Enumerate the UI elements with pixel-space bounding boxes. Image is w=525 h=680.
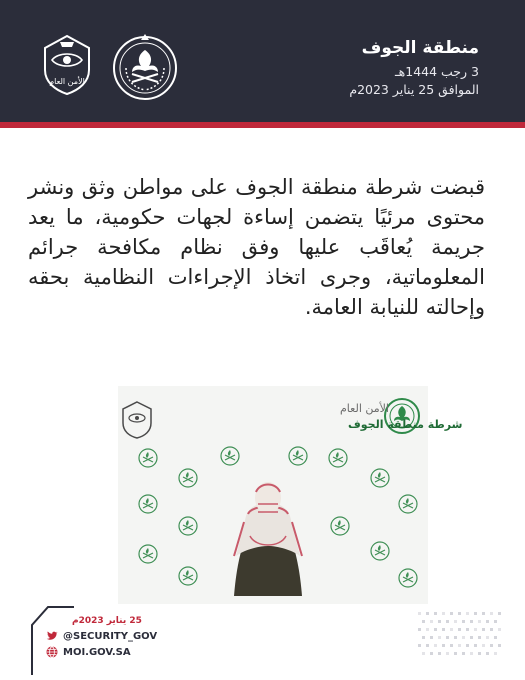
pattern-dot — [450, 612, 453, 615]
pattern-dot — [494, 652, 497, 655]
pattern-dot — [422, 636, 425, 639]
pattern-dot — [490, 644, 493, 647]
pattern-dot — [430, 620, 433, 623]
pattern-dot — [486, 636, 489, 639]
footer-twitter[interactable] — [46, 630, 157, 642]
pattern-dot — [498, 628, 501, 631]
pattern-dot — [430, 636, 433, 639]
ministry-emblem-icon — [112, 28, 178, 102]
pattern-dot — [438, 620, 441, 623]
pattern-dot — [454, 652, 457, 655]
pattern-dot — [482, 628, 485, 631]
pattern-dot — [462, 652, 465, 655]
pattern-dot — [490, 628, 493, 631]
pattern-dot — [430, 652, 433, 655]
pattern-dot — [438, 652, 441, 655]
article-text: قبضت شرطة منطقة الجوف على مواطن وثق ونشر محتوى مرئيًا يتضمن إساءة لجهات حكومية، ما يعد جريمة يُعاقَب عليها وفق نظام مكافحة جرائم المعلوماتية، وجرى اتخاذ الإجراءات النظامية بحقه وإحالته للنيابة العامة. — [28, 175, 485, 319]
pattern-dot — [478, 620, 481, 623]
pattern-dot — [498, 644, 501, 647]
pattern-dot — [442, 644, 445, 647]
pattern-dot — [486, 620, 489, 623]
pattern-dot — [482, 612, 485, 615]
pattern-dot — [426, 612, 429, 615]
photo-backdrop-subtitle: شرطة منطقة الجوف — [348, 418, 463, 431]
pattern-dot — [446, 620, 449, 623]
pattern-dot — [418, 612, 421, 615]
photo-scene — [118, 386, 463, 604]
pattern-dot — [458, 612, 461, 615]
pattern-dot — [474, 628, 477, 631]
pattern-dot — [438, 636, 441, 639]
pattern-dot — [466, 628, 469, 631]
pattern-dot — [458, 628, 461, 631]
security-logo-text: الأمن العام — [49, 77, 85, 86]
twitter-handle[interactable]: @SECURITY_GOV — [63, 630, 158, 642]
pattern-dot — [458, 644, 461, 647]
pattern-dot — [478, 652, 481, 655]
pattern-dot — [478, 636, 481, 639]
pattern-dot — [462, 636, 465, 639]
pattern-dot — [418, 628, 421, 631]
pattern-dot — [454, 636, 457, 639]
gregorian-date: الموافق 25 يناير 2023م — [349, 82, 479, 97]
hijri-date: 3 رجب 1444هـ — [394, 64, 479, 79]
pattern-dot — [490, 612, 493, 615]
header-bar — [0, 0, 525, 122]
pattern-dot — [494, 636, 497, 639]
globe-icon — [46, 646, 58, 658]
footer-date: 25 يناير 2023م — [72, 616, 142, 626]
pattern-dot — [498, 612, 501, 615]
pattern-dot — [434, 628, 437, 631]
pattern-dot — [494, 620, 497, 623]
website-url[interactable]: MOI.GOV.SA — [63, 646, 131, 658]
pattern-dot — [434, 644, 437, 647]
footer-website[interactable] — [46, 646, 131, 658]
pattern-dot — [418, 644, 421, 647]
pattern-dot — [470, 620, 473, 623]
accent-stripe — [0, 122, 525, 128]
twitter-icon — [46, 630, 58, 642]
pattern-dot — [486, 652, 489, 655]
pattern-dot — [426, 644, 429, 647]
pattern-dot — [454, 620, 457, 623]
pattern-dot — [446, 652, 449, 655]
pattern-dot — [482, 644, 485, 647]
pattern-dot — [474, 612, 477, 615]
pattern-dot — [426, 628, 429, 631]
photo-backdrop-title: الأمن العام — [340, 402, 389, 415]
pattern-dot — [442, 612, 445, 615]
pattern-dot — [434, 612, 437, 615]
pattern-dot — [442, 628, 445, 631]
pattern-dot — [450, 644, 453, 647]
pattern-dot — [470, 636, 473, 639]
pattern-dot — [446, 636, 449, 639]
public-security-emblem-icon — [38, 32, 96, 96]
pattern-dot — [474, 644, 477, 647]
pattern-dot — [450, 628, 453, 631]
region-title: منطقة الجوف — [361, 38, 479, 58]
pattern-dot — [466, 644, 469, 647]
news-photo — [118, 386, 463, 604]
pattern-dot — [470, 652, 473, 655]
decorative-dot-pattern — [414, 608, 502, 660]
pattern-dot — [462, 620, 465, 623]
pattern-dot — [422, 652, 425, 655]
pattern-dot — [466, 612, 469, 615]
pattern-dot — [422, 620, 425, 623]
